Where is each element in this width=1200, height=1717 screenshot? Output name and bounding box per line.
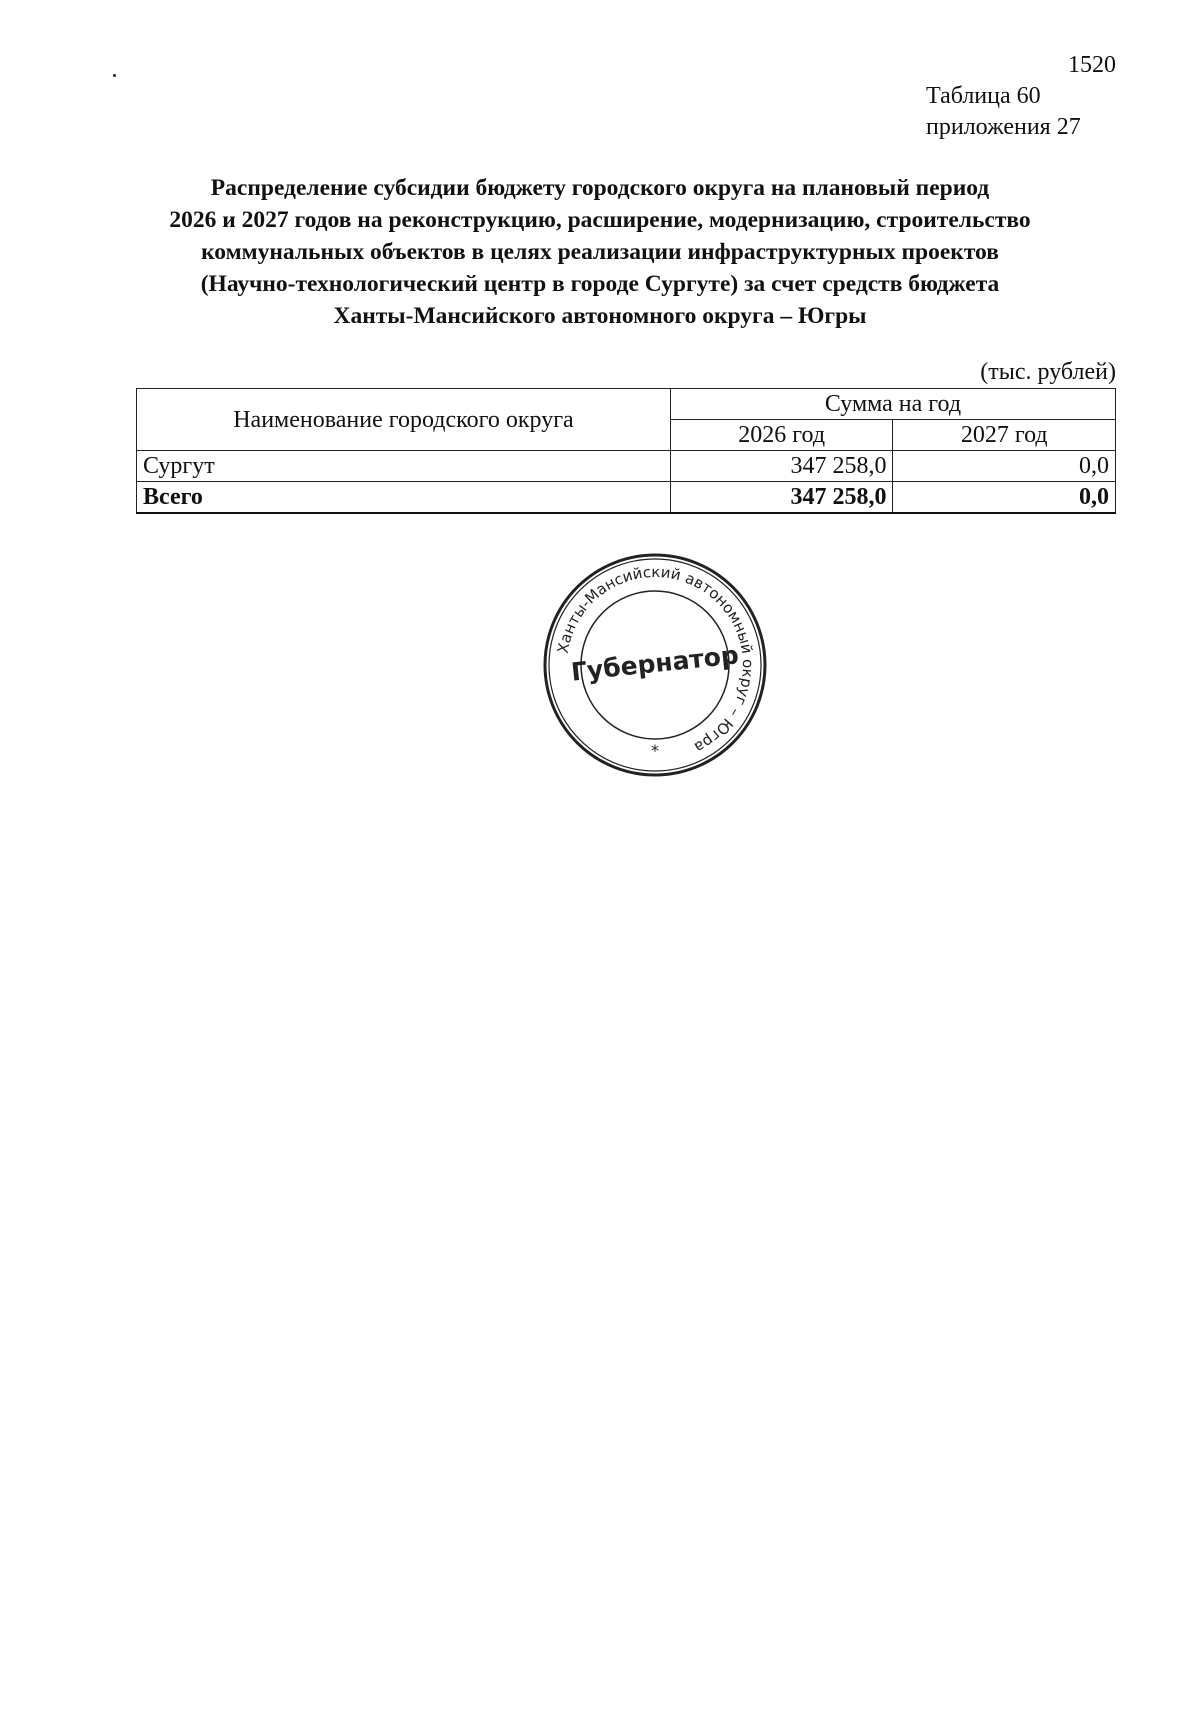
document-header <box>896 50 1116 143</box>
table-header-row <box>137 389 1116 420</box>
title-line-2: 2026 и 2027 годов на реконструкцию, расширение, модернизацию, строительство <box>169 207 1031 233</box>
title-line-4: (Научно-технологический центр в городе Сургуте) за счет средств бюджета <box>200 271 1000 297</box>
seal-ring-text: Ханты-Мансийский автономный округ – Югра <box>553 562 758 757</box>
total-label: Всего <box>137 482 671 514</box>
unit-note: (тыс. рублей) <box>980 359 1116 385</box>
header-year-2027: 2027 год <box>893 420 1116 451</box>
appendix-label: приложения 27 <box>926 114 1081 140</box>
total-value-2027: 0,0 <box>893 482 1116 514</box>
seal-star: * <box>651 741 659 760</box>
row-value-2026: 347 258,0 <box>670 451 893 482</box>
title-line-5: Ханты-Мансийского автономного округа – Югры <box>333 303 867 329</box>
table-label: Таблица 60 <box>926 83 1041 109</box>
row-district-name: Сургут <box>137 451 671 482</box>
seal-center-text: Губернатор <box>569 640 741 687</box>
header-year-2026: 2026 год <box>670 420 893 451</box>
scan-dot-mark <box>113 74 116 77</box>
subsidy-table <box>136 388 1116 514</box>
row-value-2027: 0,0 <box>893 451 1116 482</box>
official-seal-stamp <box>540 550 770 780</box>
title-line-3: коммунальных объектов в целях реализации инфраструктурных проектов <box>201 239 999 265</box>
document-title <box>120 172 1080 332</box>
table-row <box>137 451 1116 482</box>
page-number: 1520 <box>1068 52 1116 78</box>
total-value-2026: 347 258,0 <box>670 482 893 514</box>
table-total-row <box>137 482 1116 514</box>
header-sum-per-year: Сумма на год <box>670 389 1115 420</box>
title-line-1: Распределение субсидии бюджету городского округа на плановый период <box>210 175 990 201</box>
header-district-name: Наименование городского округа <box>137 389 671 451</box>
